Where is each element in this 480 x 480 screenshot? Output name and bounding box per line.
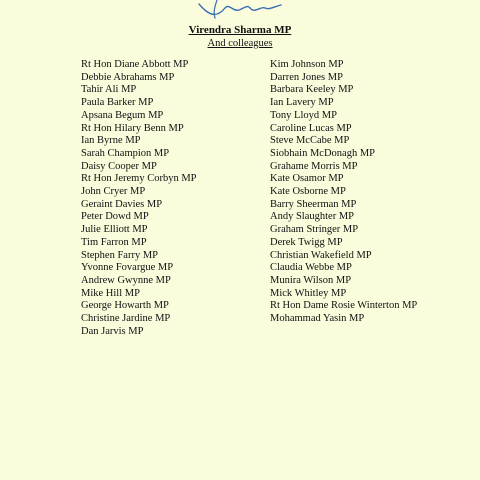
mp-name: Julie Elliott MP xyxy=(81,224,148,236)
mp-name: Rt Hon Jeremy Corbyn MP xyxy=(81,173,197,185)
mp-name: Andy Slaughter MP xyxy=(270,211,354,223)
mp-name: Mike Hill MP xyxy=(81,287,140,299)
left-names-column xyxy=(81,59,197,338)
mp-name: Tahir Ali MP xyxy=(81,84,137,96)
mp-name: Stephen Farry MP xyxy=(81,249,158,261)
mp-name: Daisy Cooper MP xyxy=(81,160,157,172)
mp-name: Ian Byrne MP xyxy=(81,135,141,147)
mp-name: Rt Hon Dame Rosie Winterton MP xyxy=(270,300,418,312)
signature-image xyxy=(195,0,285,22)
mp-name: Grahame Morris MP xyxy=(270,160,358,172)
mp-name: Sarah Champion MP xyxy=(81,147,170,159)
right-names-column xyxy=(270,59,417,326)
mp-name: Mohammad Yasin MP xyxy=(270,313,365,325)
mp-name: John Cryer MP xyxy=(81,186,146,198)
mp-name: Paula Barker MP xyxy=(81,97,154,109)
mp-name: Andrew Gwynne MP xyxy=(81,274,171,286)
mp-name: Barry Sheerman MP xyxy=(270,198,357,210)
mp-name: Geraint Davies MP xyxy=(81,198,163,210)
mp-name: Steve McCabe MP xyxy=(270,135,350,147)
mp-name: Dan Jarvis MP xyxy=(81,325,144,337)
mp-name: Darren Jones MP xyxy=(270,71,343,83)
mp-name: George Howarth MP xyxy=(81,300,169,312)
signatory-name: Virendra Sharma MP xyxy=(188,24,292,36)
mp-name: Debbie Abrahams MP xyxy=(81,71,175,83)
mp-name: Claudia Webbe MP xyxy=(270,262,352,274)
mp-name: Derek Twigg MP xyxy=(270,236,343,248)
mp-name: Kate Osamor MP xyxy=(270,173,344,185)
mp-name: Kate Osborne MP xyxy=(270,186,346,198)
mp-name: Christine Jardine MP xyxy=(81,313,171,325)
mp-name: Tony Lloyd MP xyxy=(270,109,337,121)
mp-name: Graham Stringer MP xyxy=(270,224,359,236)
mp-name: Munira Wilson MP xyxy=(270,274,352,286)
mp-name: Apsana Begum MP xyxy=(81,109,164,121)
signatory-subtitle: And colleagues xyxy=(207,38,273,49)
mp-name: Tim Farron MP xyxy=(81,236,147,248)
mp-name: Caroline Lucas MP xyxy=(270,122,352,134)
mp-name: Yvonne Fovargue MP xyxy=(81,262,174,274)
mp-name: Kim Johnson MP xyxy=(270,59,344,70)
mp-name: Ian Lavery MP xyxy=(270,97,334,109)
mp-name: Peter Dowd MP xyxy=(81,211,149,223)
letter-header xyxy=(0,24,480,50)
mp-name: Mick Whitley MP xyxy=(270,287,347,299)
mp-name: Siobhain McDonagh MP xyxy=(270,147,375,159)
mp-name: Barbara Keeley MP xyxy=(270,84,354,96)
mp-name: Rt Hon Hilary Benn MP xyxy=(81,122,184,134)
mp-name: Christian Wakefield MP xyxy=(270,249,372,261)
mp-name: Rt Hon Diane Abbott MP xyxy=(81,59,189,70)
